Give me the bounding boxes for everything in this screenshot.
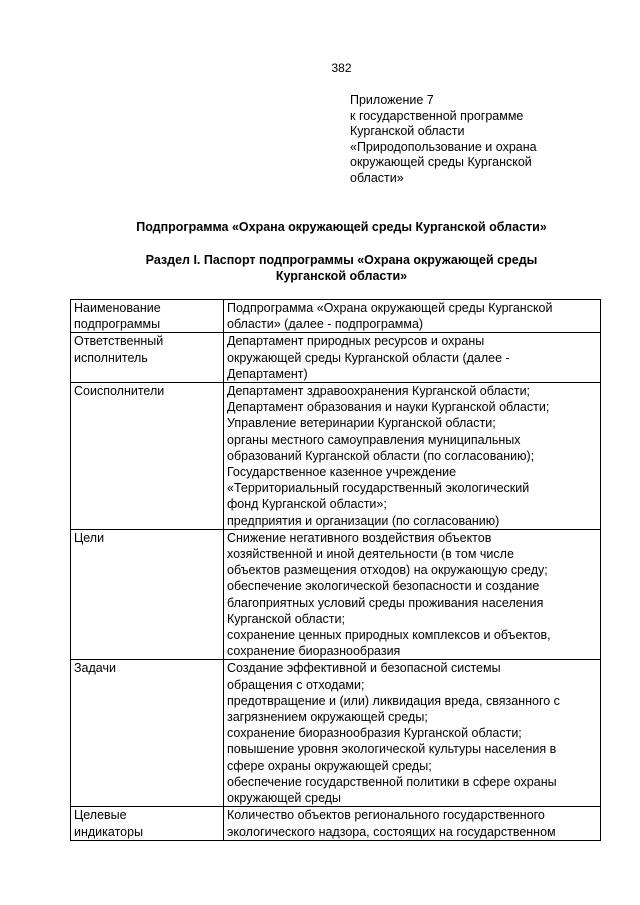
row-name-cell xyxy=(71,807,224,840)
row-content-line: Снижение негативного воздействия объектов xyxy=(227,530,492,545)
row-content-cell xyxy=(224,383,601,530)
row-name-line: исполнитель xyxy=(74,350,148,365)
row-content-line: Создание эффективной и безопасной системы xyxy=(227,661,501,676)
row-content-line: окружающей среды Курганской области (далее - xyxy=(227,350,510,365)
table-row xyxy=(71,529,601,660)
row-content-line: обеспечение экологической безопасности и создание xyxy=(227,579,540,594)
row-name-line: Целевые xyxy=(74,808,127,823)
row-content-line: Департамент природных ресурсов и охраны xyxy=(227,334,485,349)
row-content-line: Государственное казенное учреждение xyxy=(227,465,457,480)
row-content-line: обращения с отходами; xyxy=(227,677,365,692)
row-content-cell xyxy=(224,529,601,660)
row-content-line: хозяйственной и иной деятельности (в том числе xyxy=(227,547,514,562)
row-name-line: Ответственный xyxy=(74,334,164,349)
appendix-line: к государственной программе xyxy=(350,108,524,123)
table-row xyxy=(71,383,601,530)
appendix-line: окружающей среды Курганской xyxy=(350,155,532,169)
row-name-cell xyxy=(71,383,224,530)
table-row xyxy=(71,333,601,383)
row-content-line: Управление ветеринарии Курганской области; xyxy=(227,416,496,431)
row-name-cell xyxy=(71,300,224,333)
row-content-line: Количество объектов регионального государственного xyxy=(227,808,545,823)
row-content-line: предотвращение и (или) ликвидация вреда, связанного с xyxy=(227,693,560,708)
row-content-cell xyxy=(224,660,601,807)
row-content-line: окружающей среды xyxy=(227,791,342,806)
row-name-cell xyxy=(71,529,224,660)
row-content-line: сохранение ценных природных комплексов и объектов, xyxy=(227,628,551,643)
row-name-line: Цели xyxy=(74,530,105,545)
row-content-line: «Территориальный государственный экологический xyxy=(227,481,530,496)
row-content-line: Подпрограмма «Охрана окружающей среды Курганской xyxy=(227,301,553,315)
appendix-line: Приложение 7 xyxy=(350,93,434,107)
row-content-cell xyxy=(224,807,601,840)
row-name-cell xyxy=(71,660,224,807)
row-content-line: Департамент образования и науки Курганской области; xyxy=(227,400,550,415)
table-row xyxy=(71,660,601,807)
passport-table xyxy=(70,299,601,841)
row-content-line: образований Курганской области (по согласованию); xyxy=(227,448,535,463)
row-name-line: Задачи xyxy=(74,661,116,676)
appendix-line: «Природопользование и охрана xyxy=(350,139,537,154)
row-content-line: Курганской области; xyxy=(227,611,345,626)
section-title-line: Курганской области» xyxy=(275,268,408,283)
row-content-line: фонд Курганской области»; xyxy=(227,497,387,512)
row-content-line: сфере охраны окружающей среды; xyxy=(227,758,432,773)
row-name-cell xyxy=(71,333,224,383)
row-content-line: Департамент здравоохранения Курганской области; xyxy=(227,384,531,399)
row-content-line: органы местного самоуправления муниципальных xyxy=(227,432,521,447)
section-title xyxy=(60,253,623,284)
row-content-line: экологического надзора, состоящих на государственном xyxy=(227,824,556,839)
row-name-line: Наименование xyxy=(74,301,161,315)
section-title-line: Раздел I. Паспорт подпрограммы «Охрана окружающей среды xyxy=(145,253,538,267)
row-name-line: подпрограммы xyxy=(74,317,161,332)
row-content-line: обеспечение государственной политики в сфере охраны xyxy=(227,774,557,789)
table-row xyxy=(71,300,601,333)
subprogram-title: Подпрограмма «Охрана окружающей среды Курганской области» xyxy=(136,220,547,234)
row-content-line: благоприятных условий среды проживания населения xyxy=(227,595,544,610)
row-name-line: Соисполнители xyxy=(74,384,165,399)
row-content-line: сохранение биоразнообразия xyxy=(227,644,401,659)
page-number: 382 xyxy=(331,61,352,75)
row-name-line: индикаторы xyxy=(74,824,144,839)
appendix-line: Курганской области xyxy=(350,124,465,138)
row-content-line: объектов размещения отходов) на окружающую среду; xyxy=(227,563,548,578)
row-content-line: области» (далее - подпрограмма) xyxy=(227,317,424,332)
row-content-line: Департамент) xyxy=(227,366,308,381)
row-content-line: предприятия и организации (по согласованию) xyxy=(227,513,500,528)
appendix-line: области» xyxy=(350,170,404,185)
row-content-line: сохранение биоразнообразия Курганской области; xyxy=(227,726,522,741)
row-content-cell xyxy=(224,333,601,383)
row-content-cell xyxy=(224,300,601,333)
row-content-line: загрязнением окружающей среды; xyxy=(227,710,428,725)
row-content-line: повышение уровня экологической культуры населения в xyxy=(227,742,557,757)
table-row xyxy=(71,807,601,840)
appendix-note xyxy=(350,93,620,186)
